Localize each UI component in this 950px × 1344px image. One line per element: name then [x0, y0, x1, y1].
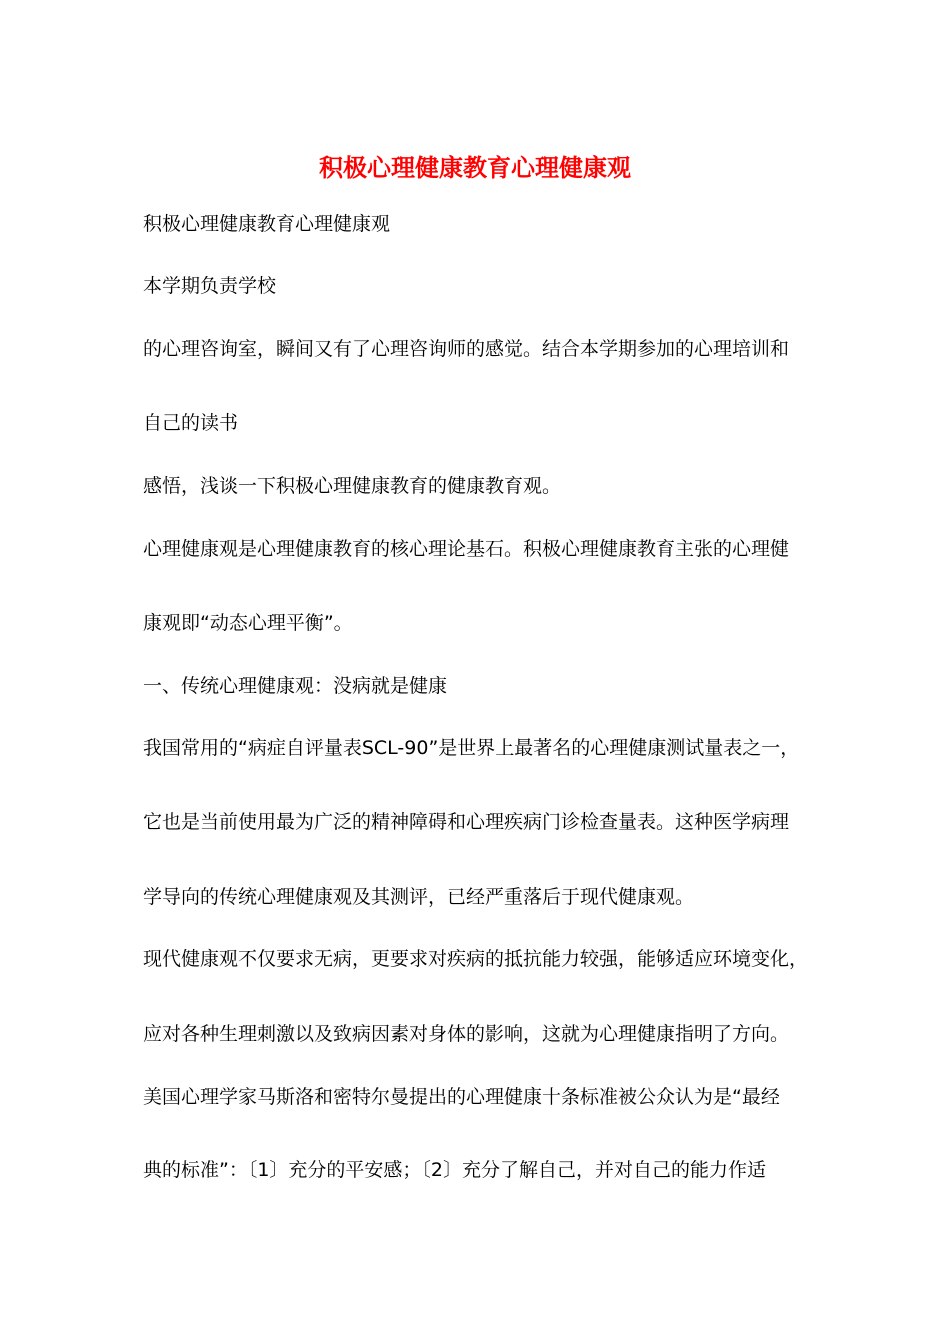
text-line-14: 美国心理学家马斯洛和密特尔曼提出的心理健康十条标准被公众认为是“最经 [143, 1086, 780, 1108]
text-line-6: 心理健康观是心理健康教育的核心理论基石。积极心理健康教育主张的心理健 [143, 538, 790, 560]
text-line-15: 典的标准”：〔1〕充分的平安感；〔2〕充分了解自己，并对自己的能力作适 [143, 1159, 767, 1181]
text-line-7: 康观即“动态心理平衡”。 [143, 612, 353, 634]
text-line-1: 积极心理健康教育心理健康观 [143, 213, 391, 235]
text-line-12: 现代健康观不仅要求无病，更要求对疾病的抵抗能力较强，能够适应环境变化， [143, 948, 809, 970]
text-line-9: 我国常用的“病症自评量表SCL-90”是世界上最著名的心理健康测试量表之一， [143, 737, 800, 759]
text-line-4: 自己的读书 [143, 412, 239, 434]
text-line-2: 本学期负责学校 [143, 275, 277, 297]
section-heading: 一、传统心理健康观：没病就是健康 [143, 675, 448, 697]
document-title: 积极心理健康教育心理健康观 [319, 153, 631, 182]
text-line-10: 它也是当前使用最为广泛的精神障碍和心理疾病门诊检查量表。这种医学病理 [143, 811, 790, 833]
text-line-5: 感悟，浅谈一下积极心理健康教育的健康教育观。 [143, 475, 562, 497]
text-line-13: 应对各种生理刺激以及致病因素对身体的影响，这就为心理健康指明了方向。 [143, 1023, 790, 1045]
text-line-3: 的心理咨询室，瞬间又有了心理咨询师的感觉。结合本学期参加的心理培训和 [143, 338, 790, 360]
text-line-11: 学导向的传统心理健康观及其测评，已经严重落后于现代健康观。 [143, 886, 695, 908]
